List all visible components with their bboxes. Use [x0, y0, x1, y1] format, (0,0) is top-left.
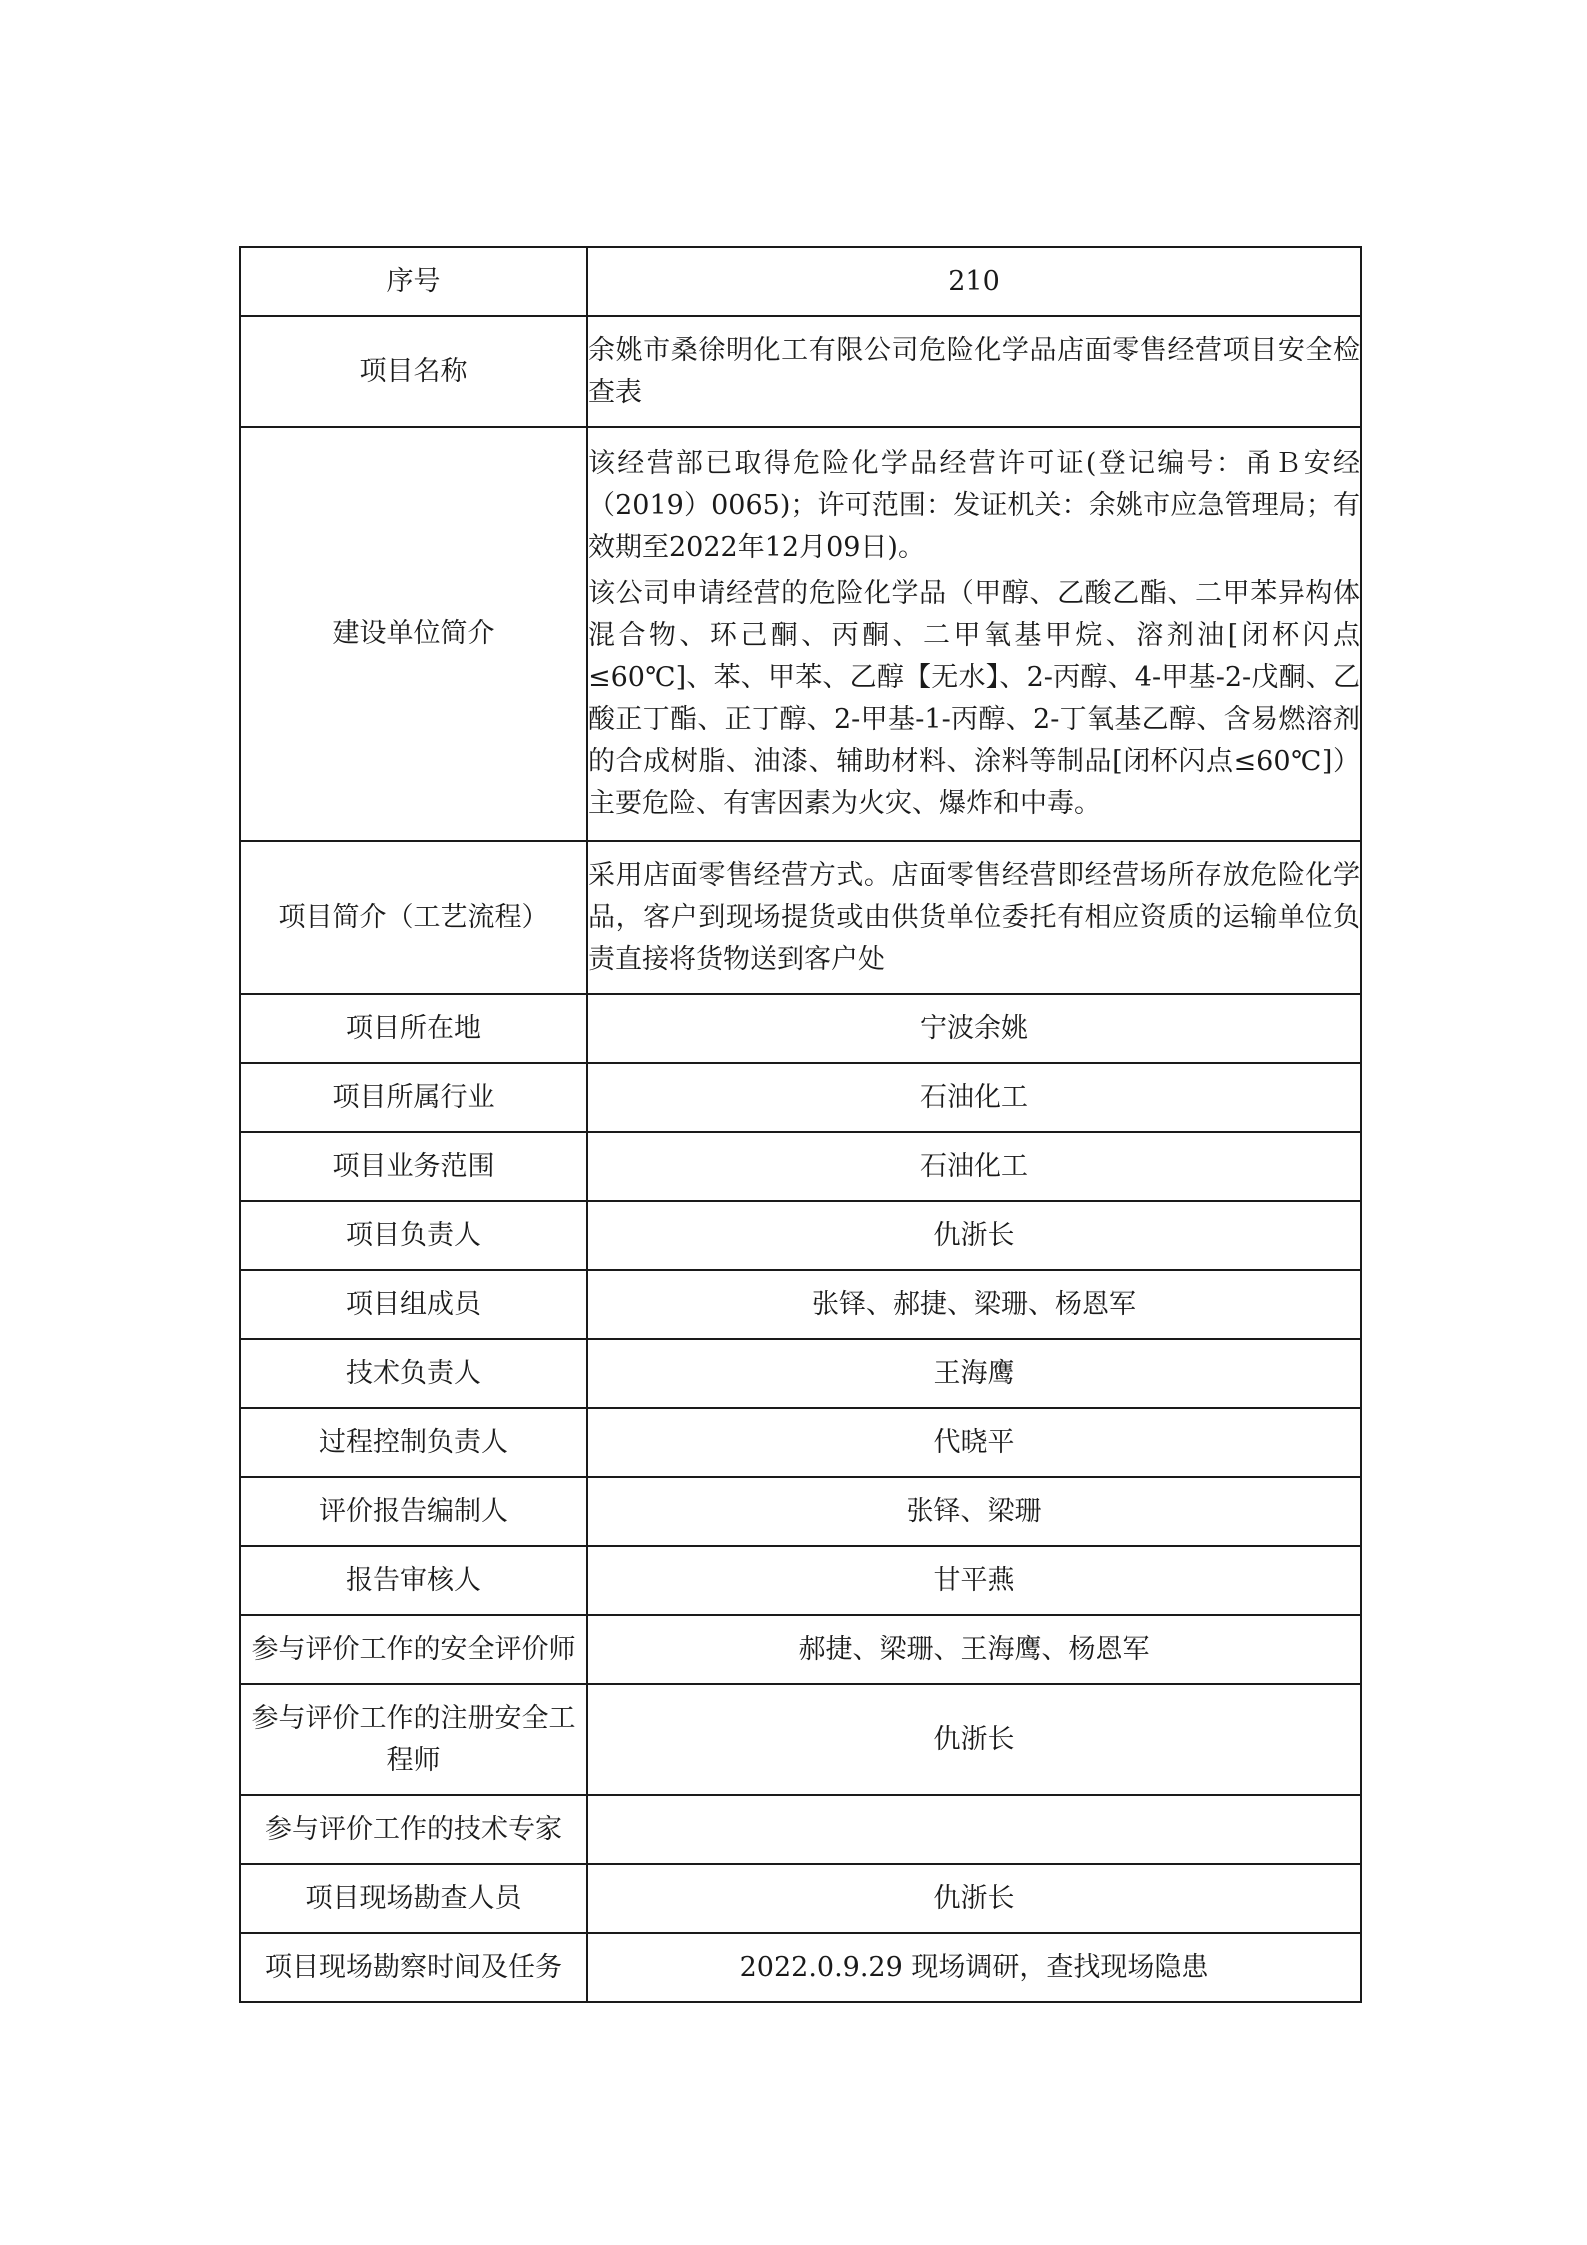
row-label-report-authors: 评价报告编制人	[240, 1477, 587, 1546]
row-label-team-members: 项目组成员	[240, 1270, 587, 1339]
table-row	[240, 1063, 1361, 1132]
table-row	[240, 1132, 1361, 1201]
row-value-report-reviewer: 甘平燕	[587, 1546, 1361, 1615]
row-label-project-leader: 项目负责人	[240, 1201, 587, 1270]
row-value-safety-assessors: 郝捷、梁珊、王海鹰、杨恩军	[587, 1615, 1361, 1684]
row-value-project-leader: 仇浙长	[587, 1201, 1361, 1270]
table-row	[240, 1201, 1361, 1270]
row-label-unit-profile: 建设单位简介	[240, 427, 587, 841]
row-value-project-overview	[587, 841, 1361, 994]
row-label-site-survey-time-task: 项目现场勘察时间及任务	[240, 1933, 587, 2002]
table-row	[240, 1339, 1361, 1408]
row-value-serial-number: 210	[587, 247, 1361, 316]
row-value-technical-leader: 王海鹰	[587, 1339, 1361, 1408]
row-value-location: 宁波余姚	[587, 994, 1361, 1063]
row-value-process-control-leader: 代晓平	[587, 1408, 1361, 1477]
table-row	[240, 1408, 1361, 1477]
row-value-project-name	[587, 316, 1361, 427]
table-row	[240, 1615, 1361, 1684]
row-label-technical-leader: 技术负责人	[240, 1339, 587, 1408]
unit-profile-paragraph-license: 该经营部已取得危险化学品经营许可证(登记编号：甬Ｂ安经（2019）0065)；许可范围：发证机关：余姚市应急管理局；有效期至2022年12月09日)。	[588, 448, 1360, 563]
row-label-project-overview: 项目简介（工艺流程）	[240, 841, 587, 994]
row-value-industry: 石油化工	[587, 1063, 1361, 1132]
project-name-text: 余姚市桑徐明化工有限公司危险化学品店面零售经营项目安全检查表	[588, 334, 1360, 408]
row-label-report-reviewer: 报告审核人	[240, 1546, 587, 1615]
table-row	[240, 841, 1361, 994]
unit-profile-paragraph-chemicals: 该公司申请经营的危险化学品（甲醇、乙酸乙酯、二甲苯异构体混合物、环己酮、丙酮、二甲氧基甲烷、溶剂油[闭杯闪点≤60℃]、苯、甲苯、乙醇【无水】、2-丙醇、4-甲基-2-戊酮、乙酸正丁酯、正丁醇、2-甲基-1-丙醇、2-丁氧基乙醇、含易燃溶剂的合成树脂、油漆、辅助材料、涂料等制品[闭杯闪点≤60℃]）主要危险、有害因素为火灾、爆炸和中毒。	[588, 578, 1360, 819]
row-label-site-survey-staff: 项目现场勘查人员	[240, 1864, 587, 1933]
project-info-table	[239, 246, 1362, 2003]
row-value-report-authors: 张铎、梁珊	[587, 1477, 1361, 1546]
table-row	[240, 316, 1361, 427]
row-value-technical-experts	[587, 1795, 1361, 1864]
project-overview-text: 采用店面零售经营方式。店面零售经营即经营场所存放危险化学品，客户到现场提货或由供货单位委托有相应资质的运输单位负责直接将货物送到客户处	[588, 859, 1360, 975]
table-row	[240, 1864, 1361, 1933]
row-value-unit-profile	[587, 427, 1361, 841]
row-value-team-members: 张铎、郝捷、梁珊、杨恩军	[587, 1270, 1361, 1339]
table-row	[240, 1270, 1361, 1339]
row-value-site-survey-staff: 仇浙长	[587, 1864, 1361, 1933]
table-row	[240, 1684, 1361, 1795]
row-value-site-survey-time-task: 2022.0.9.29 现场调研，查找现场隐患	[587, 1933, 1361, 2002]
row-label-project-name: 项目名称	[240, 316, 587, 427]
table-row	[240, 427, 1361, 841]
row-label-technical-experts: 参与评价工作的技术专家	[240, 1795, 587, 1864]
row-label-location: 项目所在地	[240, 994, 587, 1063]
table-row	[240, 1795, 1361, 1864]
row-label-serial-number: 序号	[240, 247, 587, 316]
row-label-registered-safety-engineer: 参与评价工作的注册安全工程师	[240, 1684, 587, 1795]
row-label-process-control-leader: 过程控制负责人	[240, 1408, 587, 1477]
row-value-registered-safety-engineer: 仇浙长	[587, 1684, 1361, 1795]
table-row	[240, 247, 1361, 316]
row-label-industry: 项目所属行业	[240, 1063, 587, 1132]
row-label-business-scope: 项目业务范围	[240, 1132, 587, 1201]
row-label-safety-assessors: 参与评价工作的安全评价师	[240, 1615, 587, 1684]
table-row	[240, 1546, 1361, 1615]
table-row	[240, 1477, 1361, 1546]
row-value-business-scope: 石油化工	[587, 1132, 1361, 1201]
table-row	[240, 994, 1361, 1063]
table-row	[240, 1933, 1361, 2002]
